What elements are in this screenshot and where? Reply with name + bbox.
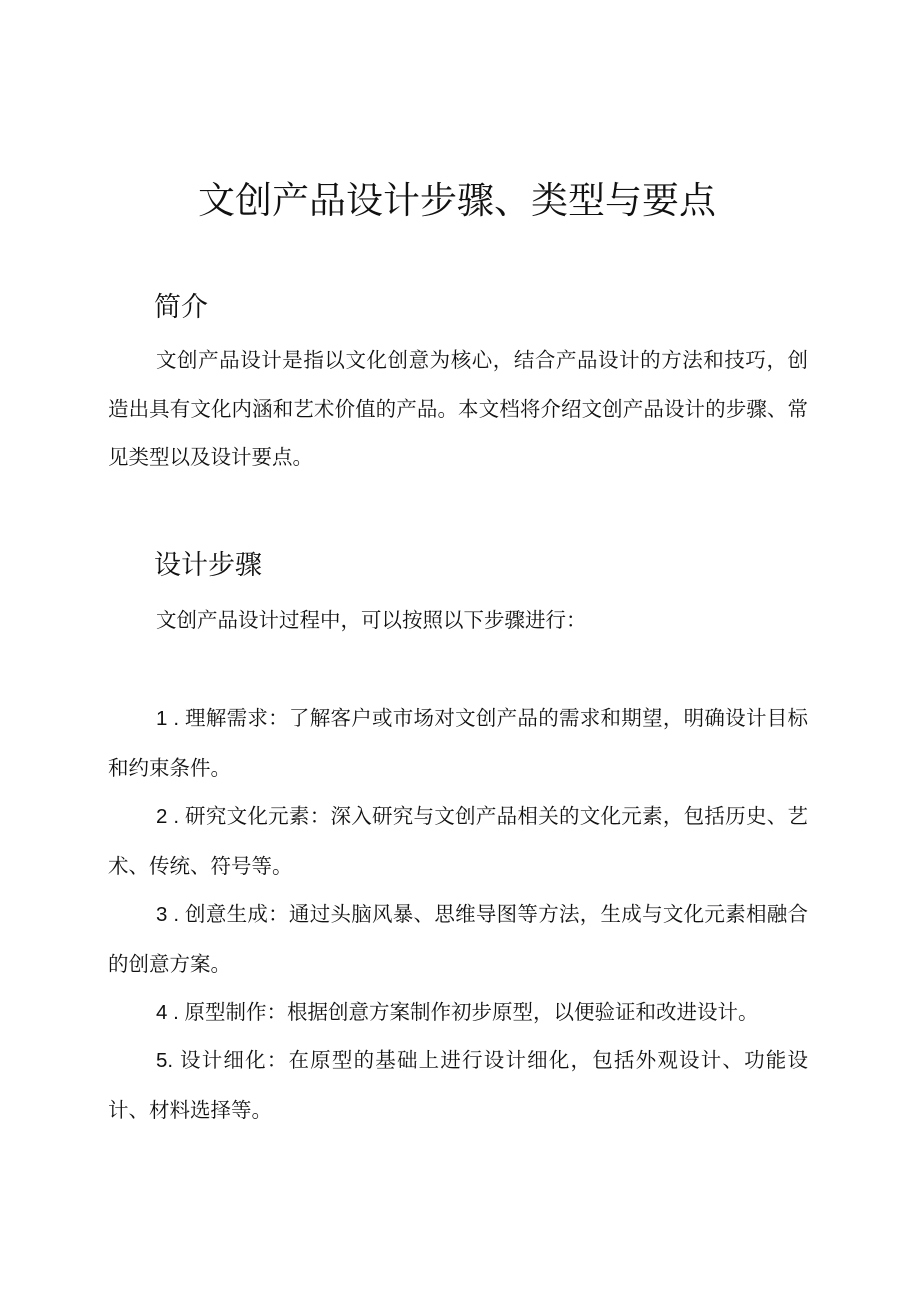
section-heading-intro: 简介 (154, 292, 208, 323)
document-title: 文创产品设计步骤、类型与要点 (198, 179, 716, 222)
step-text: 设计细化：在原型的基础上进行设计细化，包括外观设计、功能设计、材料选择等。 (108, 1048, 809, 1122)
step-number: 1 . (156, 707, 186, 730)
step-number: 4 . (156, 1001, 185, 1024)
step-item-1 (108, 694, 808, 792)
step-item-2 (108, 792, 808, 890)
step-number: 2 . (156, 805, 186, 828)
step-number: 3 . (156, 903, 186, 926)
step-item-5 (108, 1036, 808, 1134)
step-item-4 (108, 988, 808, 1038)
step-text: 创意生成：通过头脑风暴、思维导图等方法，生成与文化元素相融合的创意方案。 (108, 902, 808, 976)
step-number: 5. (156, 1049, 180, 1072)
step-item-3 (108, 890, 808, 988)
step-text: 理解需求：了解客户或市场对文创产品的需求和期望，明确设计目标和约束条件。 (108, 706, 808, 780)
section-heading-steps: 设计步骤 (154, 550, 262, 581)
steps-lead-paragraph: 文创产品设计过程中，可以按照以下步骤进行： (156, 608, 587, 632)
intro-paragraph: 文创产品设计是指以文化创意为核心，结合产品设计的方法和技巧，创造出具有文化内涵和艺术价值的产品。本文档将介绍文创产品设计的步骤、常见类型以及设计要点。 (108, 348, 808, 469)
step-text: 研究文化元素：深入研究与文创产品相关的文化元素，包括历史、艺术、传统、符号等。 (108, 804, 808, 878)
step-text: 原型制作：根据创意方案制作初步原型，以便验证和改进设计。 (184, 1000, 759, 1024)
